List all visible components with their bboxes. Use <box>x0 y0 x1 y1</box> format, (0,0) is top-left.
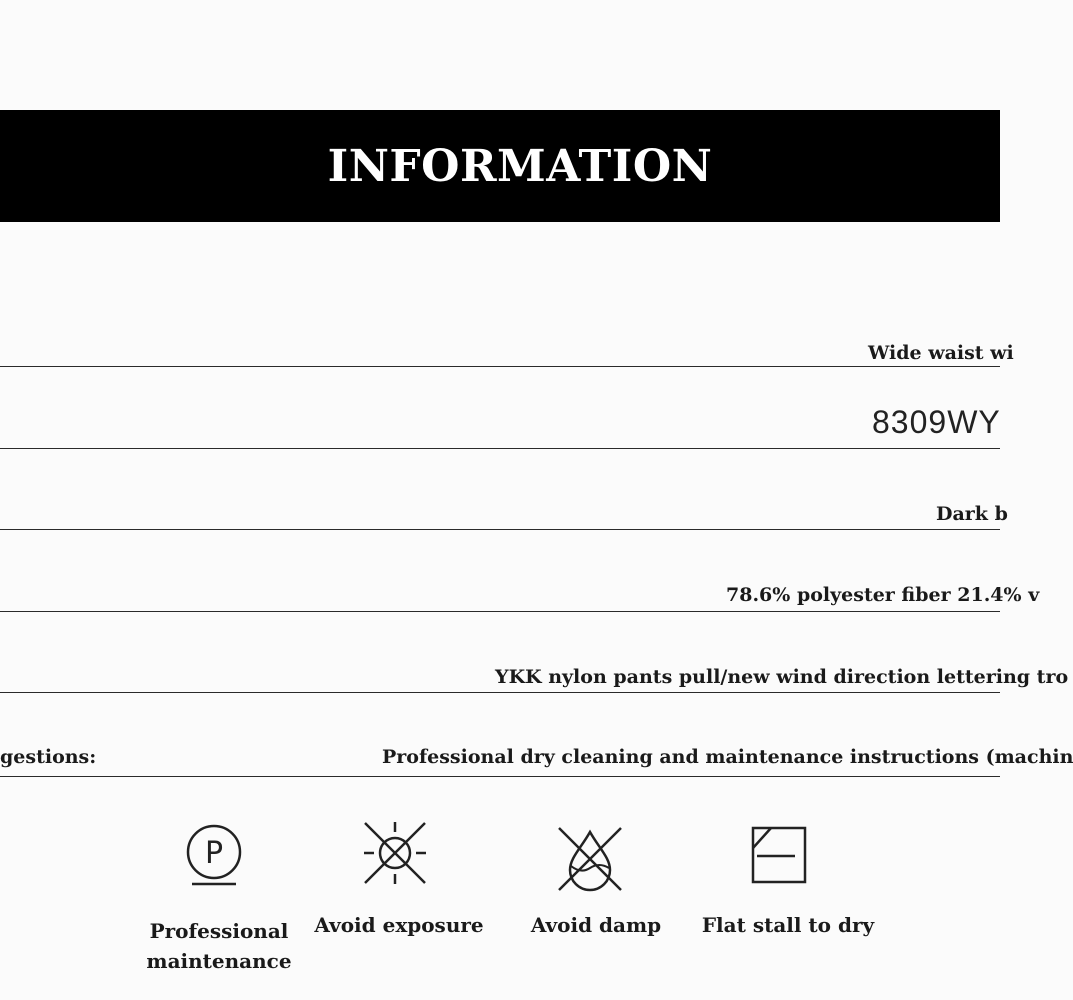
care-label-exposure: Avoid exposure <box>314 913 484 937</box>
accessories-value: YKK nylon pants pull/new wind direction lettering tro <box>495 666 1069 688</box>
row-divider <box>0 529 1000 530</box>
care-suggestions-label: gestions: <box>0 746 97 768</box>
information-banner <box>0 110 1000 222</box>
professional-cleaning-icon <box>184 824 244 888</box>
care-label-damp: Avoid damp <box>530 913 662 937</box>
care-instructions-value: Professional dry cleaning and maintenance instructions (machin <box>382 746 1073 768</box>
row-divider <box>0 366 1000 367</box>
avoid-exposure-icon <box>362 820 428 886</box>
avoid-damp-icon <box>557 826 623 892</box>
fabric-value: 78.6% polyester fiber 21.4% v <box>726 584 1040 606</box>
row-divider <box>0 776 1000 777</box>
flat-dry-icon <box>751 826 807 884</box>
row-divider <box>0 692 1000 693</box>
item-code-value: 8309WY <box>872 404 1001 440</box>
care-label-professional: Professional maintenance <box>146 919 292 973</box>
row-divider <box>0 448 1000 449</box>
style-value: Wide waist wi <box>868 342 1014 364</box>
svg-text:P: P <box>204 836 224 871</box>
row-divider <box>0 611 1000 612</box>
color-value: Dark b <box>936 503 1008 525</box>
care-label-flat-dry: Flat stall to dry <box>701 913 875 937</box>
banner-title: INFORMATION <box>327 140 713 192</box>
